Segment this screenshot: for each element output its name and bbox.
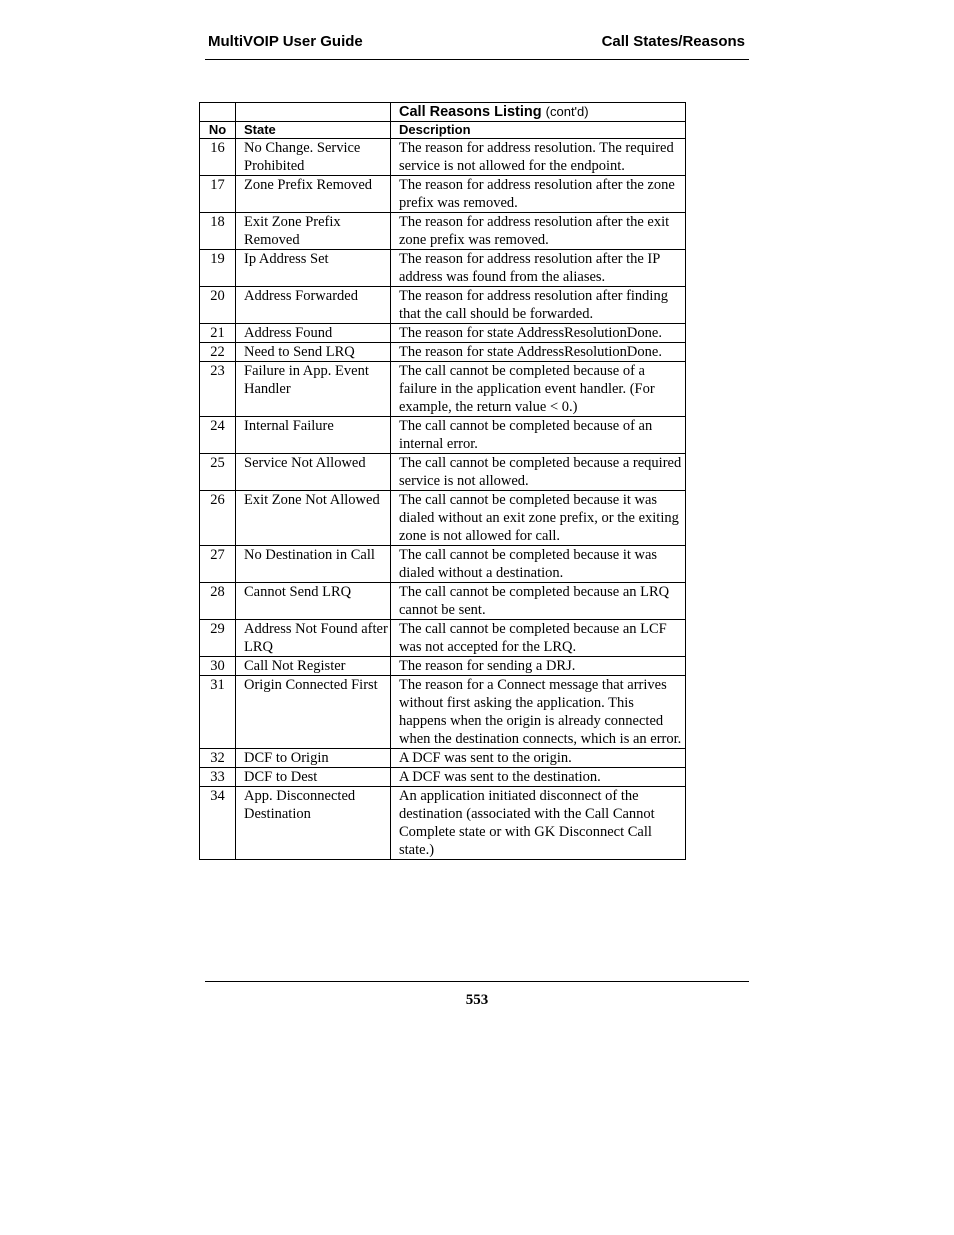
row-description: The call cannot be completed because it was dialed without an exit zone prefix, or the exiting zone is not allowed for call.	[391, 491, 686, 546]
row-description: The reason for address resolution after the exit zone prefix was removed.	[391, 213, 686, 250]
table-row	[200, 620, 686, 657]
row-description: The call cannot be completed because a required service is not allowed.	[391, 454, 686, 491]
table-row	[200, 546, 686, 583]
title-empty-cell	[200, 103, 236, 122]
table-title	[391, 103, 686, 122]
row-number: 25	[200, 454, 236, 491]
column-header-description: Description	[391, 122, 686, 139]
row-number: 22	[200, 343, 236, 362]
row-state: Exit Zone Prefix Removed	[236, 213, 391, 250]
row-description: The reason for address resolution. The required service is not allowed for the endpoint.	[391, 139, 686, 176]
table-row	[200, 676, 686, 749]
row-description: A DCF was sent to the destination.	[391, 768, 686, 787]
column-header-no: No	[200, 122, 236, 139]
table-row	[200, 454, 686, 491]
section-title: Call States/Reasons	[601, 33, 745, 50]
table-row	[200, 250, 686, 287]
row-number: 27	[200, 546, 236, 583]
row-state: Address Forwarded	[236, 287, 391, 324]
table-row	[200, 417, 686, 454]
row-state: Failure in App. Event Handler	[236, 362, 391, 417]
page-header	[205, 33, 749, 60]
row-number: 34	[200, 787, 236, 860]
row-state: Exit Zone Not Allowed	[236, 491, 391, 546]
table-row	[200, 491, 686, 546]
row-description: An application initiated disconnect of the destination (associated with the Call Cannot Complete state or with GK Disconnect Call state.)	[391, 787, 686, 860]
row-state: Origin Connected First	[236, 676, 391, 749]
table-row	[200, 749, 686, 768]
table-row	[200, 213, 686, 250]
row-number: 18	[200, 213, 236, 250]
column-header-row	[200, 122, 686, 139]
row-number: 26	[200, 491, 236, 546]
page-number: 553	[465, 992, 489, 1008]
row-description: The reason for a Connect message that arrives without first asking the application. This happens when the origin is already connected when the destination connects, which is an error.	[391, 676, 686, 749]
row-state: No Change. Service Prohibited	[236, 139, 391, 176]
row-state: Call Not Register	[236, 657, 391, 676]
row-description: The call cannot be completed because an LRQ cannot be sent.	[391, 583, 686, 620]
row-description: The reason for state AddressResolutionDone.	[391, 343, 686, 362]
table-row	[200, 139, 686, 176]
row-description: A DCF was sent to the origin.	[391, 749, 686, 768]
table-row	[200, 657, 686, 676]
table-row	[200, 583, 686, 620]
row-state: No Destination in Call	[236, 546, 391, 583]
row-number: 17	[200, 176, 236, 213]
row-number: 16	[200, 139, 236, 176]
row-number: 30	[200, 657, 236, 676]
table-row	[200, 362, 686, 417]
call-reasons-table	[199, 102, 686, 860]
table-title-suffix: (cont'd)	[545, 104, 589, 119]
row-description: The reason for state AddressResolutionDone.	[391, 324, 686, 343]
row-number: 23	[200, 362, 236, 417]
row-state: Address Not Found after LRQ	[236, 620, 391, 657]
row-state: DCF to Dest	[236, 768, 391, 787]
row-description: The reason for address resolution after the zone prefix was removed.	[391, 176, 686, 213]
row-number: 24	[200, 417, 236, 454]
row-number: 28	[200, 583, 236, 620]
row-description: The call cannot be completed because of a failure in the application event handler. (For example, the return value < 0.)	[391, 362, 686, 417]
row-description: The call cannot be completed because an LCF was not accepted for the LRQ.	[391, 620, 686, 657]
row-number: 31	[200, 676, 236, 749]
row-number: 33	[200, 768, 236, 787]
row-state: Zone Prefix Removed	[236, 176, 391, 213]
row-state: Internal Failure	[236, 417, 391, 454]
row-state: Need to Send LRQ	[236, 343, 391, 362]
row-state: Cannot Send LRQ	[236, 583, 391, 620]
table-row	[200, 324, 686, 343]
row-description: The reason for address resolution after finding that the call should be forwarded.	[391, 287, 686, 324]
document-title: MultiVOIP User Guide	[208, 33, 363, 50]
row-number: 19	[200, 250, 236, 287]
row-number: 29	[200, 620, 236, 657]
row-description: The reason for address resolution after the IP address was found from the aliases.	[391, 250, 686, 287]
row-number: 21	[200, 324, 236, 343]
row-state: Address Found	[236, 324, 391, 343]
row-state: Service Not Allowed	[236, 454, 391, 491]
table-title-row	[200, 103, 686, 122]
table-row	[200, 343, 686, 362]
row-description: The reason for sending a DRJ.	[391, 657, 686, 676]
table-row	[200, 287, 686, 324]
row-number: 20	[200, 287, 236, 324]
row-description: The call cannot be completed because of an internal error.	[391, 417, 686, 454]
table-row	[200, 176, 686, 213]
table-row	[200, 768, 686, 787]
row-state: App. Disconnected Destination	[236, 787, 391, 860]
column-header-state: State	[236, 122, 391, 139]
row-state: DCF to Origin	[236, 749, 391, 768]
table-row	[200, 787, 686, 860]
title-empty-cell	[236, 103, 391, 122]
table-title-text: Call Reasons Listing	[399, 104, 542, 120]
row-description: The call cannot be completed because it was dialed without a destination.	[391, 546, 686, 583]
row-state: Ip Address Set	[236, 250, 391, 287]
row-number: 32	[200, 749, 236, 768]
footer-divider	[205, 981, 749, 982]
